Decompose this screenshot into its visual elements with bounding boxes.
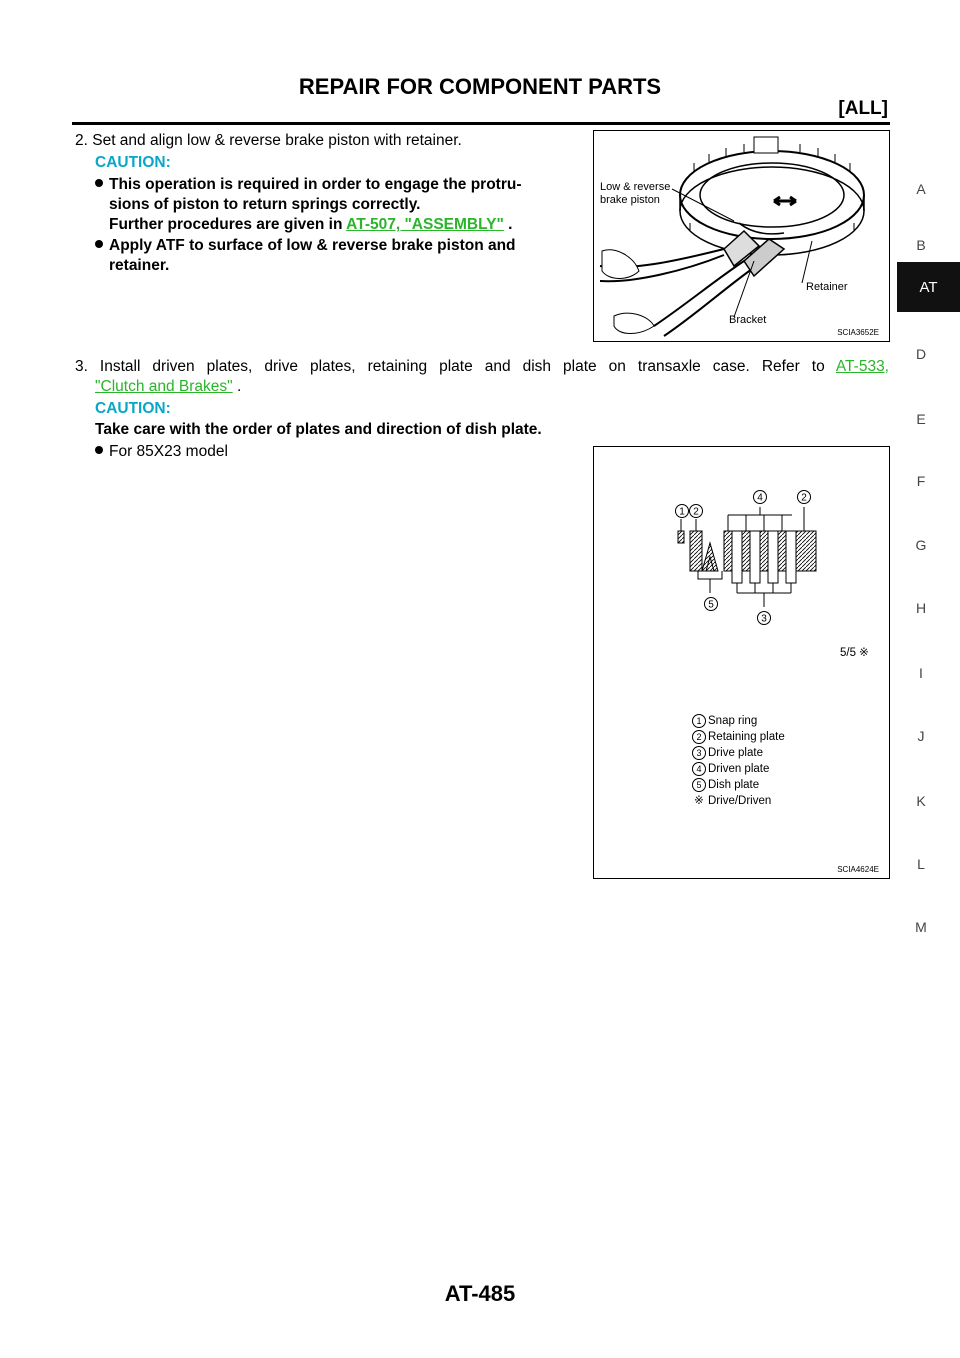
legend-item: 1 Snap ring (692, 713, 785, 729)
callout-4: 4 (757, 492, 763, 504)
callout-2: 2 (693, 506, 699, 518)
link-assembly[interactable]: AT-507, "ASSEMBLY" (346, 216, 504, 233)
tab-j[interactable]: J (917, 728, 925, 744)
link-clutch-brakes[interactable]: "Clutch and Brakes" (95, 378, 233, 395)
figure-piston-retainer (593, 130, 890, 342)
bullet-icon (95, 446, 103, 454)
page-number: AT-485 (444, 1281, 516, 1306)
figure-code: SCIA4624E (837, 865, 879, 874)
figure-code: SCIA3652E (837, 328, 879, 337)
piston-illustration (594, 131, 889, 341)
section-tag: [ALL] (838, 98, 888, 119)
callout-2b: 2 (801, 492, 807, 504)
caution-bullet-1: This operation is required in order to engage the protru- sions of piston to return springs correctly. Further procedures are given in AT-507, "ASSEMBLY" . (95, 175, 585, 235)
ratio-label: 5/5 ※ (840, 647, 869, 659)
callout-3: 3 (761, 613, 767, 625)
tab-a[interactable]: A (916, 181, 926, 197)
label-bracket: Bracket (729, 314, 767, 326)
legend-item: ※ Drive/Driven (694, 795, 772, 807)
caution-label-2: CAUTION: (95, 400, 171, 417)
page-title: REPAIR FOR COMPONENT PARTS (298, 74, 662, 99)
tab-i[interactable]: I (919, 665, 923, 681)
tab-k[interactable]: K (916, 793, 926, 809)
tab-at-active[interactable]: AT (897, 262, 960, 312)
model-bullet: For 85X23 model (95, 442, 228, 462)
legend-item: 3 Drive plate (692, 745, 785, 761)
link-at533[interactable]: AT-533, (835, 358, 889, 375)
legend-item: 5 Dish plate (692, 777, 785, 793)
caution-label: CAUTION: (95, 154, 171, 171)
caution-text-2: Take care with the order of plates and direction of dish plate. (95, 421, 542, 438)
caution-bullet-2: Apply ATF to surface of low & reverse brake piston and retainer. (95, 236, 585, 276)
callout-5: 5 (708, 599, 714, 611)
tab-f[interactable]: F (916, 473, 926, 489)
figure-plate-order (593, 446, 890, 879)
bullet-icon (95, 240, 103, 248)
label-piston: Low & reverse brake piston (600, 181, 671, 206)
step3-text: 3. Install driven plates, drive plates, retaining plate and dish plate on transaxle case. Refer to AT-533, "Clutch and Brakes" . (75, 358, 889, 395)
tab-m[interactable]: M (915, 919, 927, 935)
header-rule (72, 122, 890, 125)
tab-b[interactable]: B (916, 237, 926, 253)
legend-item: 4 Driven plate (692, 761, 785, 777)
tab-h[interactable]: H (915, 600, 927, 616)
label-retainer: Retainer (806, 281, 848, 293)
tab-d[interactable]: D (915, 346, 927, 362)
tab-l[interactable]: L (917, 856, 925, 872)
tab-e[interactable]: E (916, 411, 926, 427)
bullet-icon (95, 179, 103, 187)
plate-stack-diagram (594, 447, 889, 697)
legend-item: 2 Retaining plate (692, 729, 785, 745)
legend (692, 713, 785, 809)
tab-g[interactable]: G (915, 537, 927, 553)
callout-1: 1 (679, 506, 685, 518)
step2-text: 2. Set and align low & reverse brake piston with retainer. (75, 132, 462, 149)
